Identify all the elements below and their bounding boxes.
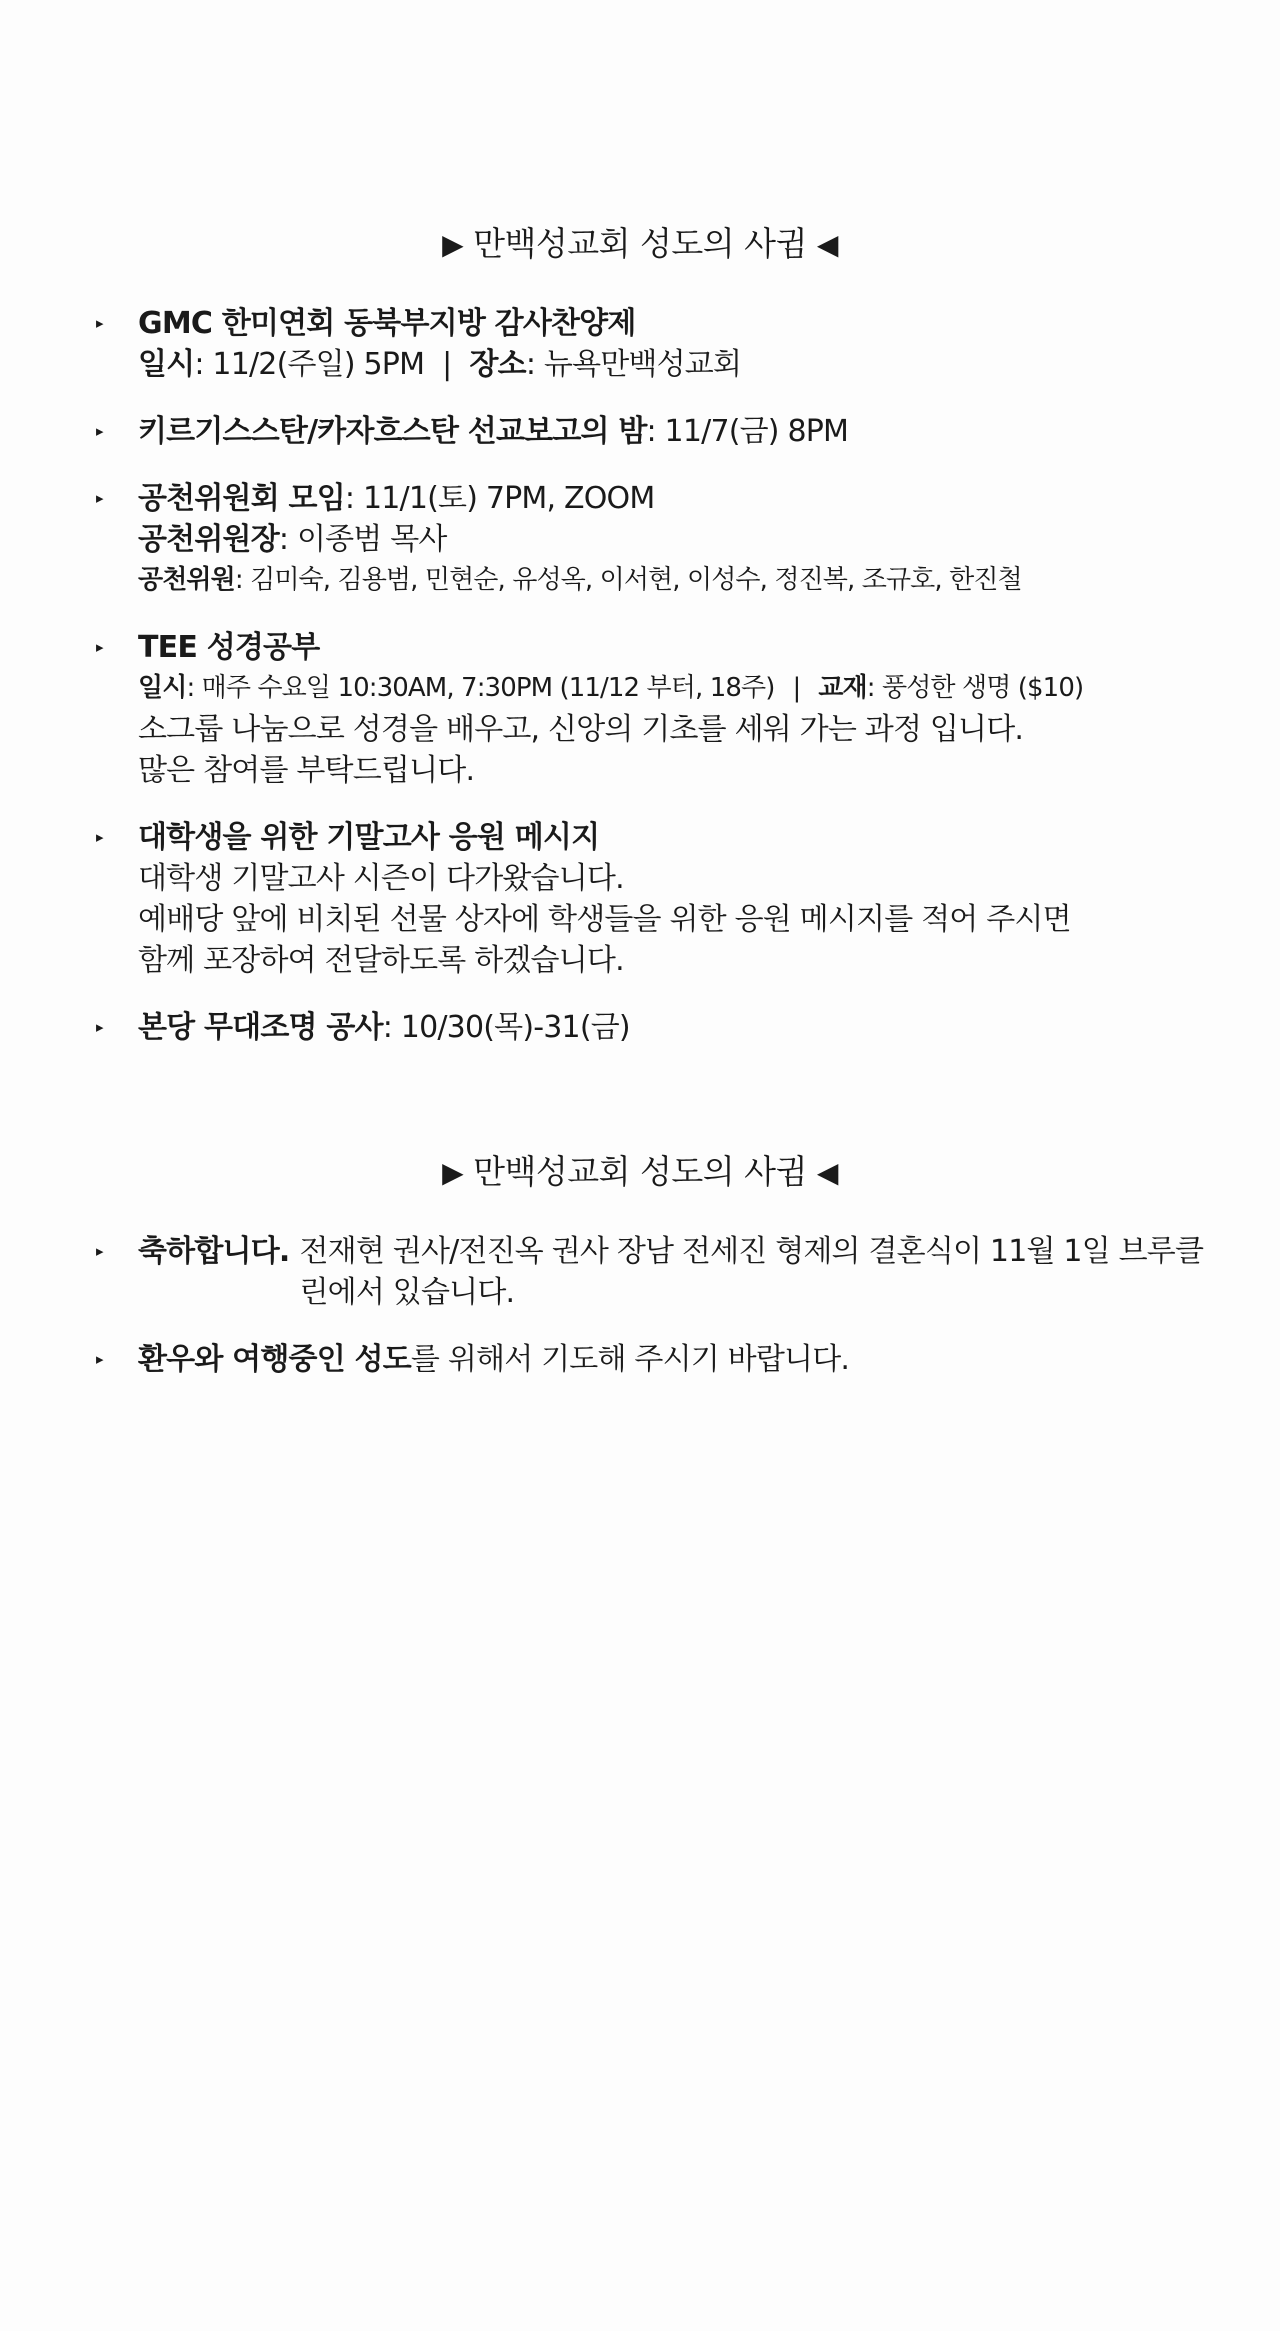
bullet-icon: ▸	[96, 828, 103, 846]
notice-text: 를 위해서 기도해 주시기 바랍니다.	[410, 1342, 850, 1377]
bullet-icon: ▸	[96, 422, 103, 440]
description-line: 예배당 앞에 비치된 선물 상자에 학생들을 위한 응원 메시지를 적어 주시면	[138, 902, 1071, 937]
notice-heading: 환우와 여행중인 성도	[138, 1342, 411, 1377]
description-line: 대학생 기말고사 시즌이 다가왔습니다.	[138, 861, 624, 896]
right-triangle-icon: ▶	[442, 228, 464, 261]
notice-mission-report	[96, 411, 1206, 452]
description-line: 소그룹 나눔으로 성경을 배우고, 신앙의 기초를 세워 가는 과정 입니다.	[138, 712, 1024, 747]
notice-heading: 키르기스스탄/카자흐스탄 선교보고의 밤	[138, 414, 647, 449]
description-line: 함께 포장하여 전달하도록 하겠습니다.	[138, 943, 624, 978]
notice-nomination-committee	[96, 478, 1206, 601]
place-value: : 뉴욕만백성교회	[525, 347, 742, 382]
textbook-value: : 풍성한 생명 ($10)	[866, 673, 1084, 703]
notice-value: : 11/1(토) 7PM, ZOOM	[344, 481, 655, 516]
members-value: : 김미숙, 김용범, 민현순, 유성옥, 이서현, 이성수, 정진복, 조규호, 한진철	[234, 565, 1022, 595]
section-title-text: 만백성교회 성도의 사귐	[473, 1152, 807, 1191]
notice-value: : 10/30(목)-31(금)	[382, 1010, 630, 1045]
announcements-section	[0, 222, 1280, 1074]
bullet-icon: ▸	[96, 489, 103, 507]
bullet-icon: ▸	[96, 1242, 103, 1260]
notice-heading: GMC 한미연회 동북부지방 감사찬양제	[138, 306, 636, 341]
notice-tee-bible-study	[96, 627, 1206, 791]
description-line: 많은 참여를 부탁드립니다.	[138, 753, 475, 788]
section-title	[0, 222, 1280, 267]
notice-stage-lighting	[96, 1007, 1206, 1048]
right-triangle-icon: ▶	[442, 1156, 464, 1189]
notice-congratulations	[96, 1231, 1206, 1313]
section-title-text: 만백성교회 성도의 사귐	[473, 224, 807, 263]
bullet-icon: ▸	[96, 1350, 103, 1368]
notice-heading: 공천위원회 모임	[138, 481, 345, 516]
notice-text: 전재현 권사/전진옥 권사 장남 전세진 형제의 결혼식이 11월 1일 브루클린에서 있습니다.	[299, 1234, 1204, 1310]
fellowship-section	[0, 1150, 1280, 1406]
chair-value: : 이종범 목사	[278, 522, 447, 557]
bullet-icon: ▸	[96, 1018, 103, 1036]
notice-list	[0, 303, 1206, 1048]
notice-gmc-praise-festival	[96, 303, 1206, 385]
notice-list	[0, 1231, 1206, 1380]
notice-prayer-request	[96, 1339, 1206, 1380]
notice-heading: 대학생을 위한 기말고사 응원 메시지	[138, 820, 600, 855]
left-triangle-icon: ◀	[816, 228, 838, 261]
section-title	[0, 1150, 1280, 1195]
notice-heading: 본당 무대조명 공사	[138, 1010, 383, 1045]
chair-label: 공천위원장	[138, 522, 279, 557]
date-label: 일시	[138, 347, 195, 382]
notice-finals-cheer	[96, 817, 1206, 981]
bullet-icon: ▸	[96, 314, 103, 332]
notice-heading: TEE 성경공부	[138, 630, 320, 665]
separator: |	[442, 347, 452, 382]
date-value: : 매주 수요일 10:30AM, 7:30PM (11/12 부터, 18주)	[186, 673, 775, 703]
members-label: 공천위원	[138, 565, 235, 595]
date-label: 일시	[138, 673, 187, 703]
bullet-icon: ▸	[96, 638, 103, 656]
place-label: 장소	[469, 347, 526, 382]
notice-heading: 축하합니다.	[138, 1234, 290, 1269]
date-value: : 11/2(주일) 5PM	[194, 347, 425, 382]
separator: |	[792, 673, 801, 703]
left-triangle-icon: ◀	[816, 1156, 838, 1189]
textbook-label: 교재	[818, 673, 867, 703]
notice-value: : 11/7(금) 8PM	[646, 414, 849, 449]
